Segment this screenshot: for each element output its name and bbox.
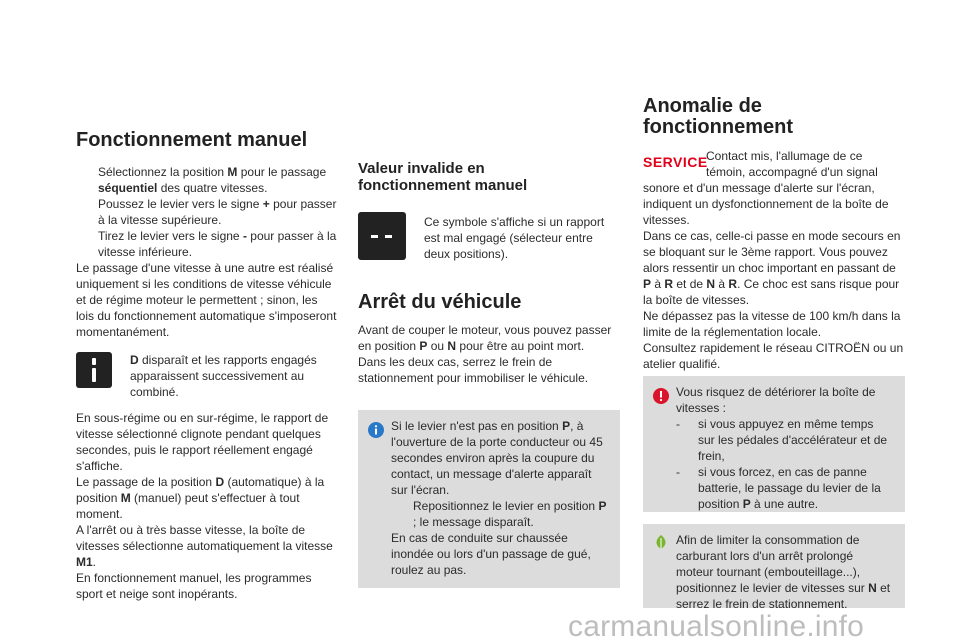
- invalid-text: Ce symbole s'affiche si un rapport est mal engagé (sélecteur entre deux positions).: [424, 215, 605, 261]
- manual-column: [76, 130, 338, 602]
- anomaly-paragraph: Ne dépassez pas la vitesse de 100 km/h dans la limite de la réglementation locale.: [643, 309, 901, 339]
- manual-paragraph: En sous-régime ou en sur-régime, le rapport de vitesse sélectionné clignote pendant quelques secondes, puis le rapport réellement engagé s'affiche.: [76, 411, 329, 473]
- warning-box: Vous risquez de détériorer la boîte de vitesses : - si vous appuyez en même temps sur les pédales d'accélérateur et de frein, - si vous forcez, en cas de panne batterie, le passage du levier de la position P à une autre.: [643, 376, 905, 512]
- gear-indicator-icon: [76, 352, 112, 388]
- bullet-marker: [76, 196, 98, 228]
- invalid-title: Valeur invalide en fonctionnement manuel: [358, 160, 528, 194]
- manual-paragraph: En fonctionnement manuel, les programmes sport et neige sont inopérants.: [76, 571, 312, 601]
- bullet-item: Tirez le levier vers le signe - pour passer à la vitesse inférieure.: [76, 228, 338, 260]
- service-warning-icon: SERVICE: [643, 154, 708, 170]
- anomaly-title: Anomalie de fonctionnement: [643, 95, 793, 138]
- eco-box: Afin de limiter la consommation de carburant lors d'un arrêt prolongé moteur tournant (embouteillage...), positionnez le levier de vitesses sur N et serrez le frein de stationnement.: [643, 524, 905, 608]
- info-box: Si le levier n'est pas en position P, à l'ouverture de la porte conducteur ou 45 secondes environ après la coupure du contact, un message d'alerte apparaît sur l'écran. Repositionnez le levier en position P ; le message disparaît. En cas de conduite sur chaussée inondée ou lors d'un passage de gué, roulez au pas.: [358, 410, 620, 588]
- warning-icon: [653, 388, 669, 404]
- stop-text-2: Dans les deux cas, serrez le frein de stationnement pour immobiliser le véhicule.: [358, 355, 589, 385]
- bullet-item: Poussez le levier vers le signe + pour passer à la vitesse supérieure.: [76, 196, 338, 228]
- anomaly-paragraph: Dans ce cas, celle-ci passe en mode secours en se bloquant sur le 3ème rapport. Vous pouvez alors ressentir un choc important en passant de P à R et de N à R. Ce choc est sans risque pour la boîte de vitesses.: [643, 229, 901, 307]
- leaf-icon: [653, 534, 669, 550]
- manual-paragraph: Le passage de la position D (automatique) à la position M (manuel) peut s'effectuer à tout moment.: [76, 475, 325, 521]
- watermark: carmanualsonline.info: [568, 610, 865, 643]
- manual-title: Fonctionnement manuel: [76, 129, 308, 151]
- bullet-marker: [76, 164, 98, 196]
- bullet-item: Sélectionnez la position M pour le passage séquentiel des quatre vitesses.: [76, 164, 338, 196]
- invalid-lamp-row: [358, 212, 620, 262]
- stop-text: Avant de couper le moteur, vous pouvez passer en position P ou N pour être au point mort.: [358, 323, 612, 353]
- bullet-marker: [76, 228, 98, 260]
- info-icon: [368, 422, 384, 438]
- dash-item: - si vous appuyez en même temps sur les pédales d'accélérateur et de frein,: [676, 417, 888, 463]
- middle-column: [358, 160, 620, 386]
- manual-paragraph: Le passage d'une vitesse à une autre est réalisé uniquement si les conditions de vitesse véhicule et de régime moteur le permettent ; sinon, les lois du fonctionnement automatique s'imposeront momentanément.: [76, 261, 337, 339]
- invalid-gear-icon: [358, 212, 406, 260]
- manual-paragraph: A l'arrêt ou à très basse vitesse, la boîte de vitesses sélectionne automatiquement la vitesse M1.: [76, 523, 333, 569]
- bullet-item: Repositionnez le levier en position P ; le message disparaît.: [413, 499, 607, 529]
- anomaly-column: Anomalie de fonctionnement SERVICE Contact mis, l'allumage de ce témoin, accompagné d'un signal sonore et d'un message d'alerte sur l'écran, indiquent un dysfonctionnement de la boîte de vitesses. Dans ce cas, celle-ci passe en mode secours en se bloquant sur le 3ème rapport. Vous pouvez alors ressentir un choc important en passant de P à R et de N à R. Ce choc est sans risque pour la boîte de vitesses. Ne dépassez pas la vitesse de 100 km/h dans la limite de la réglementation locale. Consultez rapidement le réseau CITROËN ou un atelier qualifié.: [643, 95, 904, 371]
- anomaly-paragraph: Consultez rapidement le réseau CITROËN ou un atelier qualifié.: [643, 341, 904, 371]
- dash-item: - si vous forcez, en cas de panne batterie, le passage du levier de la position P à une autre.: [676, 465, 881, 511]
- gear-lamp-row: D disparaît et les rapports engagés apparaissent successivement au combiné.: [76, 352, 338, 400]
- stop-title: Arrêt du véhicule: [358, 291, 522, 313]
